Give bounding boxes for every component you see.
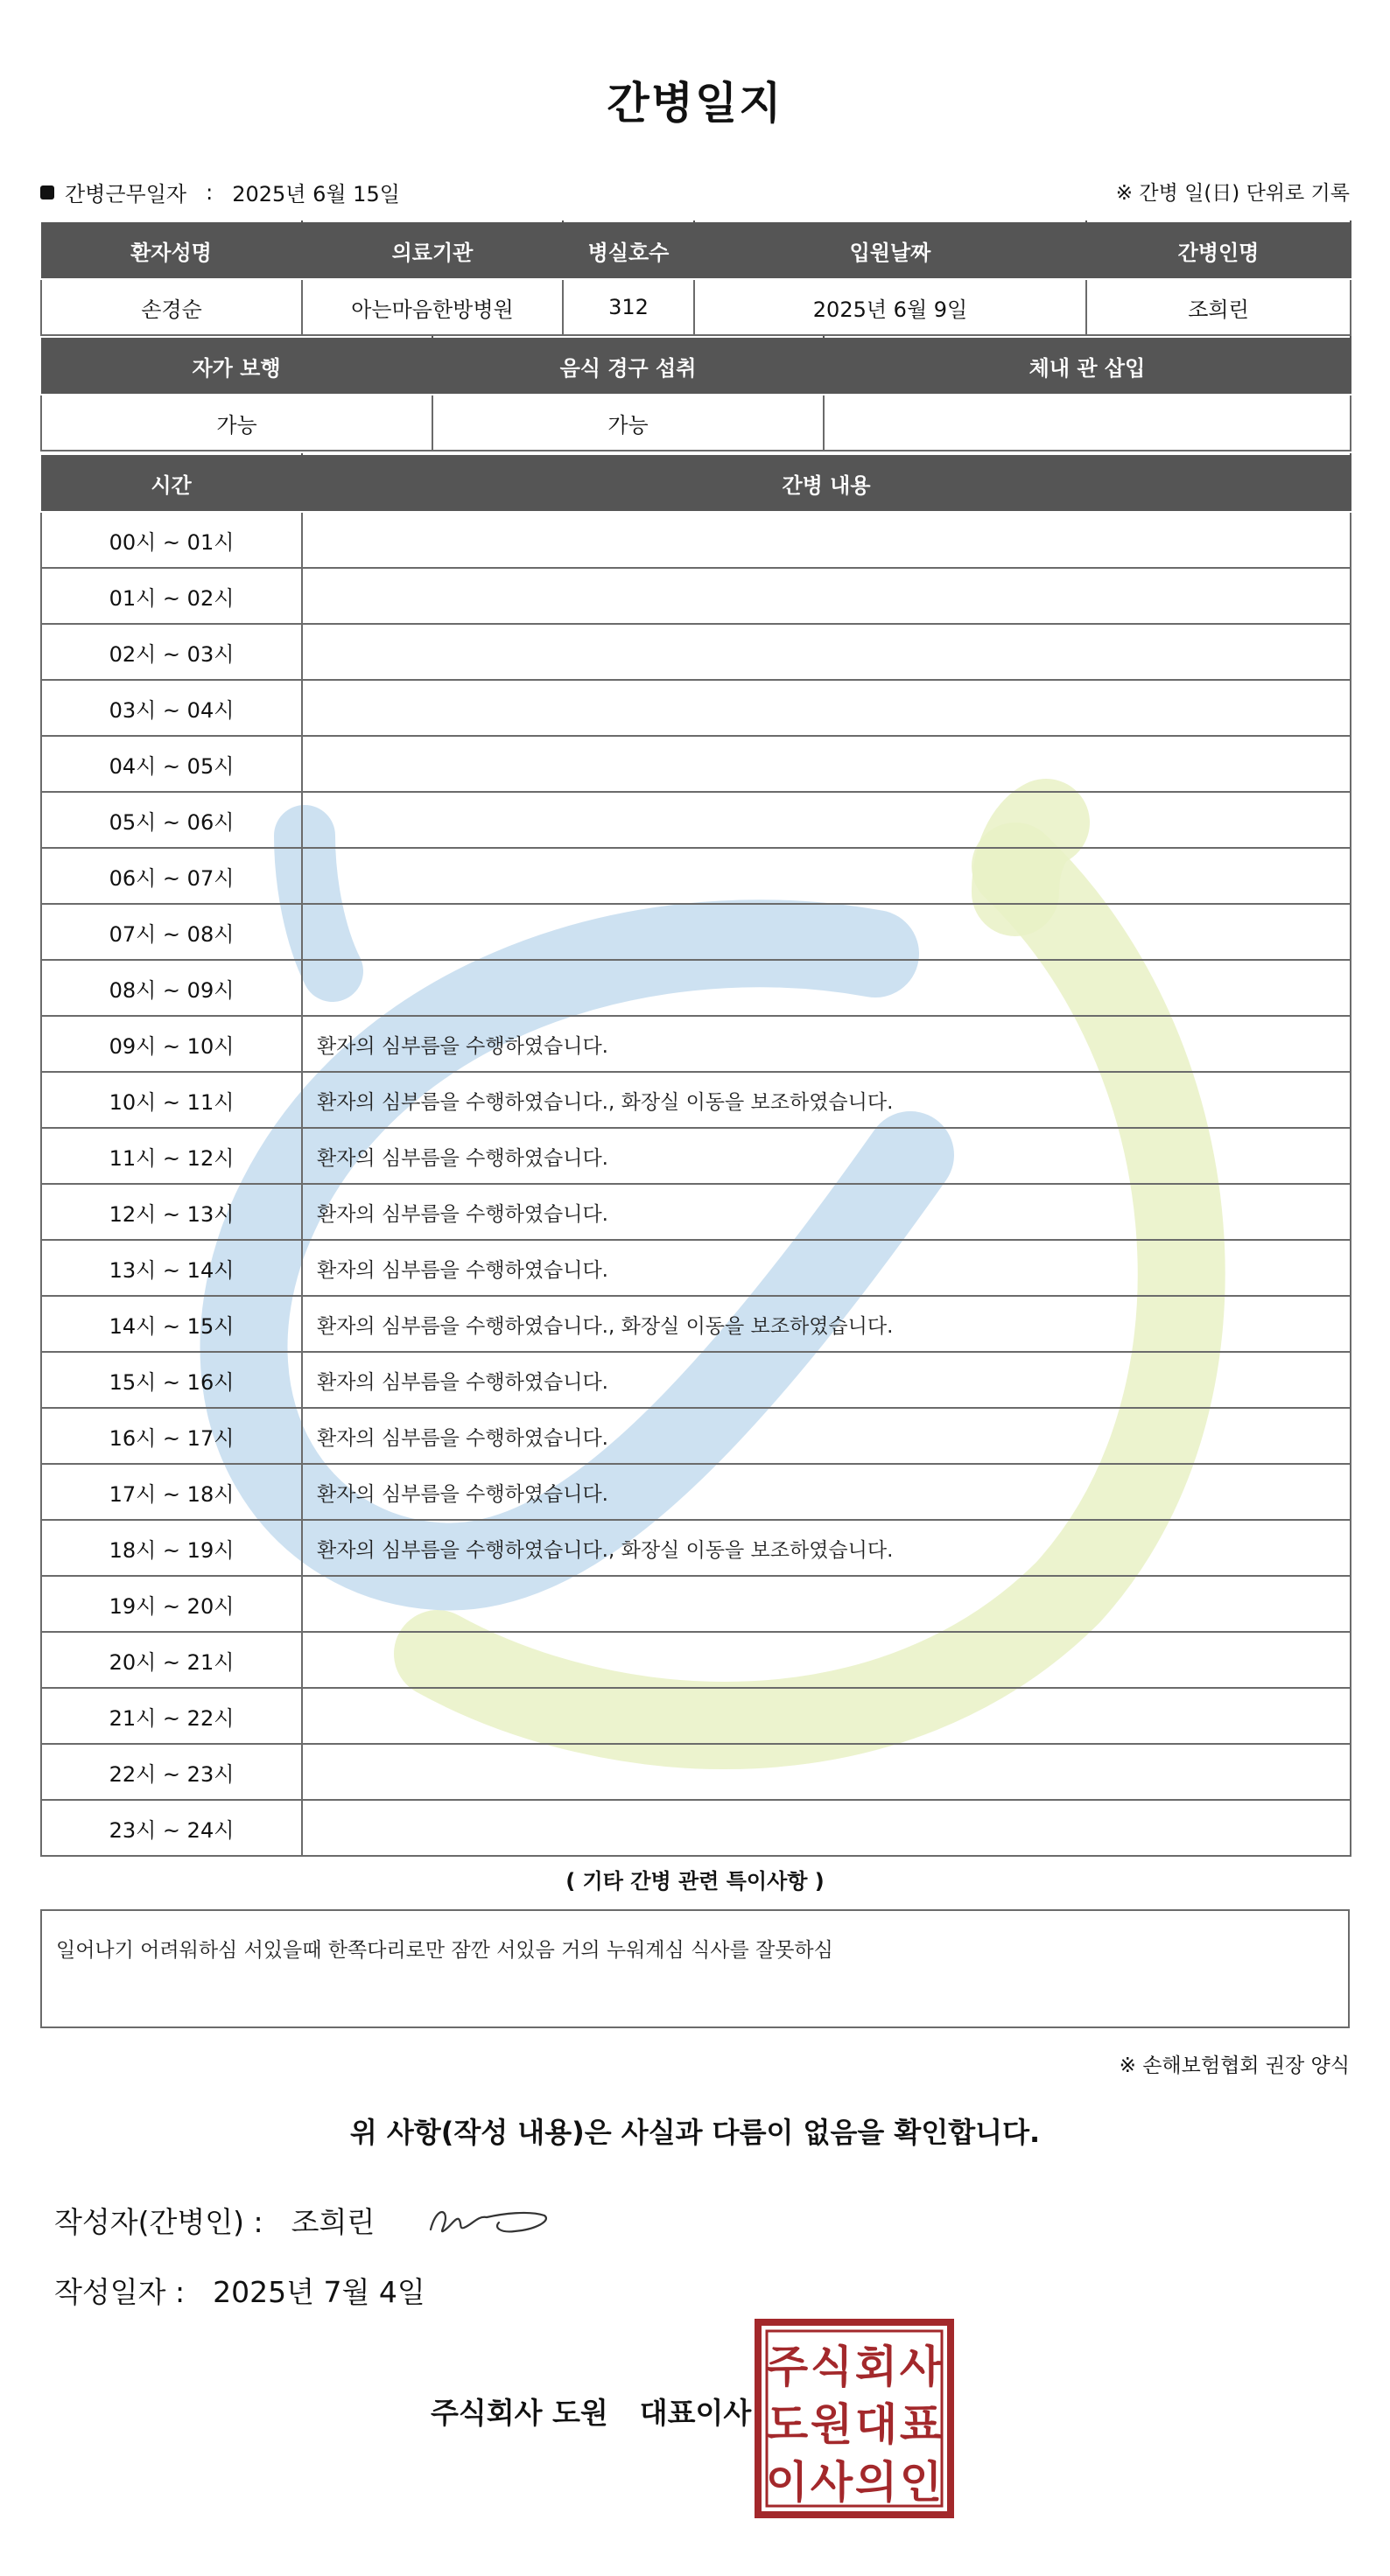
table-row xyxy=(41,512,1351,568)
seal-character: 원 xyxy=(810,2399,853,2450)
header-self-walking: 자가 보행 xyxy=(41,337,432,395)
seal-character: 인 xyxy=(899,2457,943,2508)
table-row xyxy=(41,1240,1351,1296)
rep-title: 대표이사 xyxy=(639,2396,752,2430)
care-content-cell xyxy=(302,1800,1351,1856)
time-cell: 13시 ~ 14시 xyxy=(41,1240,302,1296)
table-row xyxy=(41,1016,1351,1072)
care-content-cell: 환자의 심부름을 수행하였습니다. xyxy=(302,1240,1351,1296)
writer-label: 작성자(간병인) : xyxy=(54,2204,263,2239)
table-row xyxy=(41,736,1351,792)
time-cell: 04시 ~ 05시 xyxy=(41,736,302,792)
care-content-cell: 환자의 심부름을 수행하였습니다., 화장실 이동을 보조하였습니다. xyxy=(302,1072,1351,1128)
work-date-value: 2025년 6월 15일 xyxy=(232,182,400,206)
care-content-cell xyxy=(302,904,1351,960)
table-row xyxy=(41,1184,1351,1240)
header-time: 시간 xyxy=(41,454,302,512)
time-cell: 00시 ~ 01시 xyxy=(41,512,302,568)
room-number: 312 xyxy=(563,279,694,335)
time-cell: 03시 ~ 04시 xyxy=(41,680,302,736)
table-row xyxy=(41,1352,1351,1408)
time-cell: 16시 ~ 17시 xyxy=(41,1408,302,1464)
handwritten-signature xyxy=(424,2198,555,2242)
header-care-content: 간병 내용 xyxy=(302,454,1351,512)
time-cell: 02시 ~ 03시 xyxy=(41,624,302,680)
care-content-cell xyxy=(302,1576,1351,1632)
table-row xyxy=(41,1688,1351,1744)
seal-character: 표 xyxy=(899,2399,943,2450)
seal-character: 회 xyxy=(854,2342,898,2392)
seal-character: 식 xyxy=(810,2342,853,2392)
notes-text: 일어나기 어려워하심 서있을때 한쪽다리로만 잠깐 서있음 거의 누워계심 식사를 잘못하심 xyxy=(56,1939,833,1962)
care-content-cell xyxy=(302,792,1351,848)
seal-character: 이 xyxy=(765,2457,809,2508)
care-content-cell: 환자의 심부름을 수행하였습니다. xyxy=(302,1408,1351,1464)
meta-row xyxy=(40,173,1350,208)
page-title: 간병일지 xyxy=(607,78,783,129)
header-patient-name: 환자성명 xyxy=(41,221,302,279)
table-row xyxy=(41,792,1351,848)
admission-date: 2025년 6월 9일 xyxy=(694,279,1086,335)
time-cell: 05시 ~ 06시 xyxy=(41,792,302,848)
header-tube-insertion: 체내 관 삽입 xyxy=(824,337,1351,395)
time-cell: 19시 ~ 20시 xyxy=(41,1576,302,1632)
care-content-cell xyxy=(302,1632,1351,1688)
seal-character: 도 xyxy=(765,2399,809,2450)
care-content-cell xyxy=(302,1744,1351,1800)
notes-title: ( 기타 간병 관련 특이사항 ) xyxy=(565,1869,825,1894)
time-cell: 21시 ~ 22시 xyxy=(41,1688,302,1744)
header-room: 병실호수 xyxy=(563,221,694,279)
company-signature-line xyxy=(431,2390,751,2432)
table-row xyxy=(41,960,1351,1016)
patient-info-table xyxy=(40,220,1351,336)
time-cell: 17시 ~ 18시 xyxy=(41,1464,302,1520)
seal-character: 주 xyxy=(765,2342,809,2392)
table-row xyxy=(41,1800,1351,1856)
care-content-cell: 환자의 심부름을 수행하였습니다. xyxy=(302,1016,1351,1072)
seal-character: 사 xyxy=(899,2342,943,2392)
care-content-cell: 환자의 심부름을 수행하였습니다. xyxy=(302,1128,1351,1184)
work-date-colon: : xyxy=(206,179,214,205)
header-admission-date: 입원날짜 xyxy=(694,221,1086,279)
tube-insertion-value xyxy=(824,395,1351,451)
table-row xyxy=(41,904,1351,960)
record-note: ※ 간병 일(日) 단위로 기록 xyxy=(1115,182,1350,205)
caregiver-name: 조희린 xyxy=(1086,279,1351,335)
seal-character: 대 xyxy=(854,2399,898,2450)
time-cell: 07시 ~ 08시 xyxy=(41,904,302,960)
table-row xyxy=(41,1408,1351,1464)
date-value: 2025년 7월 4일 xyxy=(213,2275,425,2309)
time-cell: 12시 ~ 13시 xyxy=(41,1184,302,1240)
table-row xyxy=(41,1576,1351,1632)
self-walking-value: 가능 xyxy=(41,395,432,451)
company-name: 주식회사 도원 xyxy=(431,2396,608,2430)
work-date xyxy=(40,177,400,207)
care-content-cell xyxy=(302,624,1351,680)
patient-name: 손경순 xyxy=(41,279,302,335)
hospital-name: 아는마음한방병원 xyxy=(302,279,563,335)
header-caregiver-name: 간병인명 xyxy=(1086,221,1351,279)
table-row xyxy=(41,624,1351,680)
time-cell: 15시 ~ 16시 xyxy=(41,1352,302,1408)
care-content-cell: 환자의 심부름을 수행하였습니다. xyxy=(302,1464,1351,1520)
table-row xyxy=(41,1744,1351,1800)
table-row xyxy=(41,848,1351,904)
care-content-cell: 환자의 심부름을 수행하였습니다., 화장실 이동을 보조하였습니다. xyxy=(302,1296,1351,1352)
time-cell: 09시 ~ 10시 xyxy=(41,1016,302,1072)
confirm-statement: 위 사항(작성 내용)은 사실과 다름이 없음을 확인합니다. xyxy=(349,2116,1041,2149)
table-row xyxy=(41,1296,1351,1352)
writer-row xyxy=(54,2198,555,2242)
table-row xyxy=(41,568,1351,624)
recommend-note: ※ 손해보험협회 권장 양식 xyxy=(1119,2054,1350,2077)
table-row xyxy=(41,1072,1351,1128)
care-content-cell xyxy=(302,848,1351,904)
care-content-cell: 환자의 심부름을 수행하였습니다. xyxy=(302,1352,1351,1408)
time-cell: 18시 ~ 19시 xyxy=(41,1520,302,1576)
care-content-cell xyxy=(302,1688,1351,1744)
table-row xyxy=(41,1632,1351,1688)
time-cell: 23시 ~ 24시 xyxy=(41,1800,302,1856)
care-log-table xyxy=(40,453,1351,1857)
table-row xyxy=(41,1464,1351,1520)
notes-box xyxy=(40,1909,1350,2028)
care-content-cell xyxy=(302,680,1351,736)
table-row xyxy=(41,1520,1351,1576)
date-row xyxy=(54,2270,425,2311)
time-cell: 11시 ~ 12시 xyxy=(41,1128,302,1184)
time-cell: 10시 ~ 11시 xyxy=(41,1072,302,1128)
time-cell: 14시 ~ 15시 xyxy=(41,1296,302,1352)
care-content-cell xyxy=(302,960,1351,1016)
writer-name: 조희린 xyxy=(291,2204,376,2239)
square-bullet-icon xyxy=(40,186,54,200)
time-cell: 22시 ~ 23시 xyxy=(41,1744,302,1800)
table-row xyxy=(41,680,1351,736)
time-cell: 06시 ~ 07시 xyxy=(41,848,302,904)
care-content-cell: 환자의 심부름을 수행하였습니다. xyxy=(302,1184,1351,1240)
date-label: 작성일자 : xyxy=(54,2275,186,2309)
seal-character: 의 xyxy=(854,2457,898,2508)
care-content-cell xyxy=(302,512,1351,568)
ability-info-table xyxy=(40,336,1351,452)
table-row xyxy=(41,1128,1351,1184)
care-content-cell xyxy=(302,736,1351,792)
company-seal xyxy=(755,2319,954,2518)
seal-character: 사 xyxy=(810,2457,853,2508)
header-oral-intake: 음식 경구 섭취 xyxy=(432,337,824,395)
oral-intake-value: 가능 xyxy=(432,395,824,451)
time-cell: 01시 ~ 02시 xyxy=(41,568,302,624)
care-content-cell: 환자의 심부름을 수행하였습니다., 화장실 이동을 보조하였습니다. xyxy=(302,1520,1351,1576)
header-hospital: 의료기관 xyxy=(302,221,563,279)
care-content-cell xyxy=(302,568,1351,624)
time-cell: 08시 ~ 09시 xyxy=(41,960,302,1016)
time-cell: 20시 ~ 21시 xyxy=(41,1632,302,1688)
work-date-label: 간병근무일자 xyxy=(65,182,187,206)
